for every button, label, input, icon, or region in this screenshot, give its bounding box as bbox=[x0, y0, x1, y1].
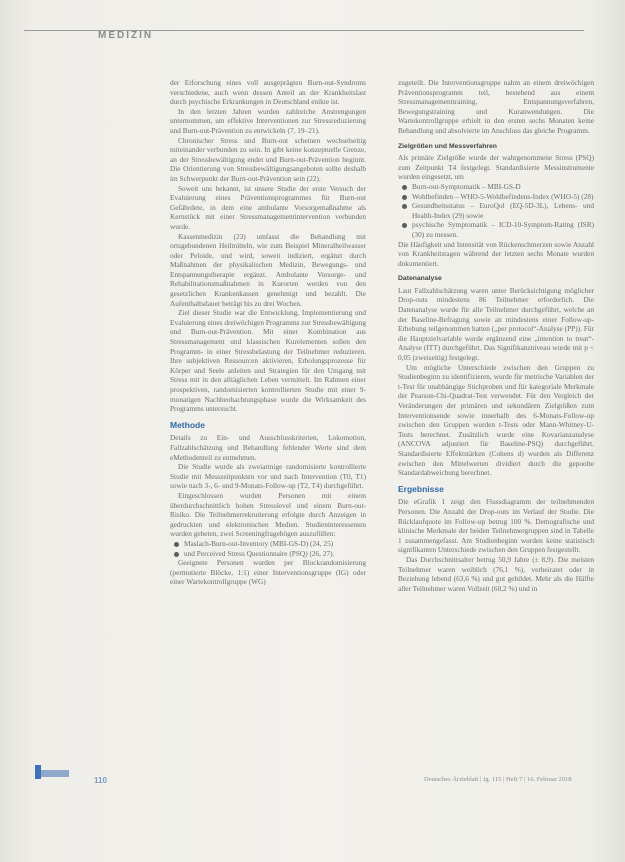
paragraph: Details zu Ein- und Ausschlusskriterien, Lokomotion, Fallzahlschätzung und Behandlung fehlender Werte sind dem eMethodenteil zu entnehmen. bbox=[170, 433, 366, 462]
paragraph: In den letzten Jahren wurden zahlreiche Anstrengungen unternommen, um effektive Interventionen zur Stressreduzierung und Burn-out-Prävention zu entwickeln (7, 19–21). bbox=[170, 106, 366, 135]
list-item: psychische Symptomatik – ICD-10-Symptom-Rating (ISR) (30) zu messen. bbox=[412, 220, 594, 239]
left-column bbox=[170, 78, 366, 587]
paragraph: Die eGrafik 1 zeigt den Flussdiagramm der teilnehmenden Personen. Die Anzahl der Drop-outs im Verlauf der Studie. Die Rücklaufquote im Follow-up betrug 100 %. Demografische und klinische Merkmale der beiden Teilnehmergruppen sind in Tabelle 1 zusammengefasst. Am Studienbeginn wurden keine statistisch signifikanten Unterschiede zwischen den Gruppen festgestellt. bbox=[398, 497, 594, 555]
paragraph: Kassenmedizin (23) umfasst die Behandlung mit ortsgebundenen Heilmitteln, wie zum Beispiel Mineralheilwasser oder Peloide, und wird, soweit indiziert, ergänzt durch Maßnahmen der physikalischen Medizin, Bewegungs- und Entspannungstherapie ergänzt. Ambulante Vorsorge- und Rehabilitationsmaßnahmen in Kurorten werden von den gesetzlichen Krankenkassen genehmigt und bezahlt. Die Aufenthaltsdauer beträgt bis zu drei Wochen. bbox=[170, 231, 366, 308]
paragraph: Als primäre Zielgröße wurde der wahrgenommene Stress (PSQ) zum Zeitpunkt T4 festgelegt. Standardisierte Messinstrumente wurden eingesetzt, um bbox=[398, 153, 594, 182]
paragraph: zugeteilt. Die Interventionsgruppe nahm an einem dreiwöchigen Präventionsprogramm teil, bestehend aus einem Stressmanagementtraining, Entspannungsverfahren, Bewegungstraining und Kuranwendungen. Die Wartekontrollgruppe erhielt in den ersten sechs Monaten keine Behandlung und absolvierte im Anschluss das gleiche Programm. bbox=[398, 78, 594, 135]
list-item: und Perceived Stress Questionnaire (PSQ) (26, 27). bbox=[184, 549, 366, 559]
page-number: 110 bbox=[94, 776, 107, 785]
right-column bbox=[398, 78, 594, 593]
footer-accent-block bbox=[41, 770, 69, 777]
paragraph: Die Studie wurde als zweiarmige randomisierte kontrollierte Studie mit Messzeitpunkten vor und nach Intervention (T0, T1) sowie nach 3-, 6- und 9-Monats-Follow-up (T2, T4) durchgeführt. bbox=[170, 462, 366, 491]
paragraph: der Erforschung eines voll ausgeprägten Burn-out-Syndroms verschiedene, auch wenn dessen Anteil an der Krankheitslast durch psychische Erkrankungen in Deutschland enikte ist. bbox=[170, 78, 366, 107]
list-item: Maslach-Burn-out-Inventory (MBI-GS-D) (24, 25) bbox=[184, 539, 366, 549]
paragraph: Eingeschlossen wurden Personen mit einem überdurchschnittlich hohen Stresslevel und einem Burn-out-Risiko. Die Teilnehmerrekrutierung erfolgte durch Anzeigen in gedruckten und elektronischen Medien. Studieninteressenten wurden gebeten, zwei Screeningfragebögen auszufüllen: bbox=[170, 490, 366, 539]
paragraph: Um mögliche Unterschiede zwischen den Gruppen zu Studienbeginn zu identifizieren, wurde für metrische Variablen der t-Test für unabhängige Stichproben und für kategoriale Merkmale der Pearson-Chi-Quadrat-Test verwendet. Für den Vergleich der Veränderungen der primären und sekundären Zielgrößen zum Interventionsende sowie innerhalb des 6-Monats-Follow-up zwischen den Gruppen wurden t-Tests oder Mann-Whitney-U-Tests berechnet. Zusätzlich wurde eine Kovarianzanalyse (ANCOVA adjustiert für Baseline-PSQ) durchgeführt. Standardisierte Effektstärken (Cohens d) wurden als Differenz zwischen den Mittelwerten dividiert durch die gepoolte Standardabweichung berechnet. bbox=[398, 362, 594, 478]
paragraph: Die Häufigkeit und Intensität von Rückenschmerzen sowie Anzahl von Krankheitstagen während der letzten sechs Monate wurden dokumentiert. bbox=[398, 239, 594, 268]
bullet-list bbox=[170, 539, 366, 558]
paragraph: Chronischer Stress und Burn-out scheinen wechselseitig miteinander verbunden zu sein. In gibt keine konzeptuelle Grenze, an der Stressbewältigung endet und Burn-out-Prävention beginnt. Die Orientierung von Stressbewältigungsangeboten sollte deshalb im Schwerpunkt der Burn-out-Prävention sein (22). bbox=[170, 135, 366, 183]
paragraph: Geeignete Personen wurden per Blockrandomisierung (permutierte Blöcke, 1:1) einer Interventionsgruppe (IG) oder einer Wartekontrollgruppe (WG) bbox=[170, 558, 366, 587]
section-heading: Methode bbox=[170, 419, 205, 430]
list-item: Burn-out-Symptomatik – MBI-GS-D bbox=[412, 182, 594, 192]
subsection-heading: Datenanalyse bbox=[398, 275, 442, 283]
journal-citation: Deutsches Ärzteblatt | Jg. 115 | Heft 7 | 16. Februar 2018 bbox=[424, 776, 572, 783]
section-header: MEDIZIN bbox=[98, 30, 154, 41]
section-heading: Ergebnisse bbox=[398, 483, 444, 494]
subsection-heading: Zielgrößen und Messverfahren bbox=[398, 142, 497, 150]
list-item: Wohlbefinden – WHO-5-Wohlbefindens-Index (WHO-5) (28) bbox=[412, 191, 594, 201]
list-item: Gesundheitsstatus – EuroQol (EQ-5D-3L), Lebens- und Health-Index (29) sowie bbox=[412, 201, 594, 220]
paragraph: Laut Fallzahlschätzung waren unter Berücksichtigung möglicher Drop-outs mindestens 86 Teilnehmer erforderlich. Die Datenanalyse wurde für alle Teilnehmer durchgeführt, welche an der Baseline-Befragung sowie an mindestens einer Follow-up-Erhebung teilgenommen hatten („per protocol“-Analyse (PP)). Für die Hauptzielvariable wurde ergänzend eine „intention to treat“-Analyse (ITT) durchgeführt. Das Signifikanzniveau wurde mit p < 0,05 (zweiseitig) festgelegt. bbox=[398, 285, 594, 363]
bullet-list bbox=[398, 182, 594, 240]
paragraph: Das Durchschnittsalter betrug 50,9 Jahre (± 8,9). Die meisten Teilnehmer waren weiblich (76,1 %), verheiratet oder in Beziehung lebend (63,6 %) und gut gebildet. Mehr als die Hälfte aller Teilnehmer waren Vollzeit (60,2 %) und in bbox=[398, 554, 594, 593]
paragraph: Soweit uns bekannt, ist unsere Studie der erste Versuch der Evaluierung eines Präventionsprogrammes für Burn-out Gefährdete, in dem eine ambulante Vorsorgemaßnahme als Kernstück mit einer Stressmanagementintervention verbunden wurde. bbox=[170, 183, 366, 231]
paragraph: Ziel dieser Studie war die Entwicklung, Implementierung und Evaluierung eines dreiwöchigen Programms zur Stressbewältigung und Burn-out-Prävention. Mit einer Kombination aus Stressmanagement und klassischen Kurelementen sollen den Programm- in einer Stressbelastung der Teilnehmer reduzieren. Ihre subjektiven Ressourcen aktivieren, Erholungsprozesse für Körper und Seele anleiten und Strategien für den Umgang mit Stress mit in den alltäglichen Leben vermittelt. Im Rahmen einer prospektiven, randomisierten kontrollierten Studie mit einer 9-monatigen Nachbeobachtungsphase wurde die Wirksamkeit des Programms untersucht. bbox=[170, 308, 366, 414]
